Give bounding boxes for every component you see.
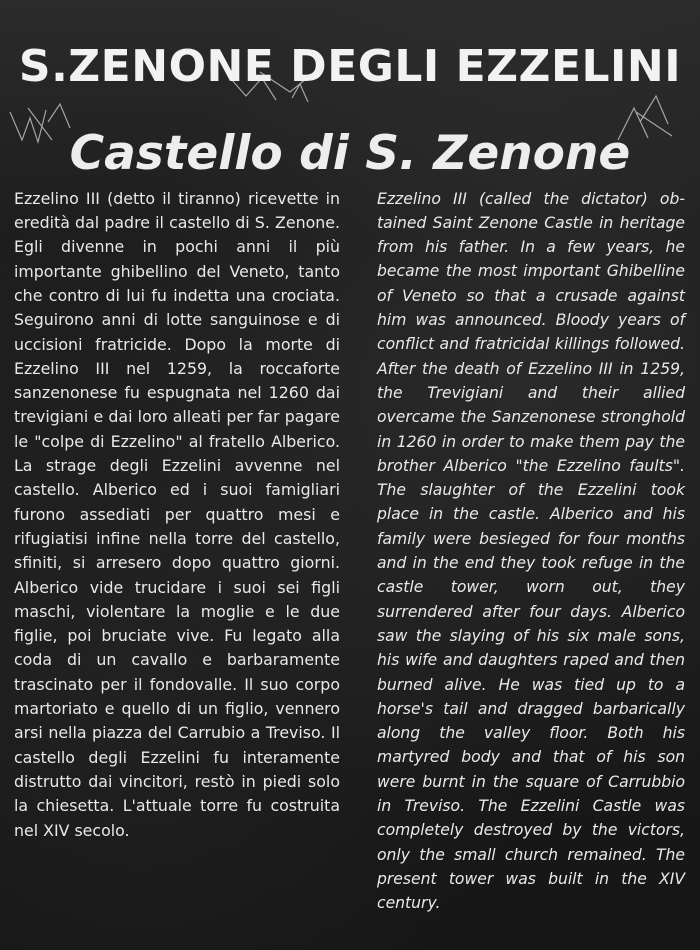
italian-text-column: Ezzelino III (detto il tiranno) ricevette in eredità dal padre il castello di S. Zenone. Egli divenne in pochi anni il più importante ghibellino del Veneto, tanto che contro di lui fu indetta una crociata. Seguirono anni di lotte sanguinose e di uccisioni fratricide. Dopo la morte di Ezzelino III nel 1259, la roccaforte sanzenonese fu espugnata nel 1260 dai trevigiani e dai loro alleati per far pagare le "colpe di Ezzelino" al fratello Alberico. La strage degli Ezzelini avvenne nel castello. Alberico ed i suoi famigliari furono assediati per quattro mesi e rifugiatisi infine nella torre del castello, sfiniti, si arresero dopo quattro giorni. Alberico vide trucidare i suoi sei figli maschi, violentare la moglie e le due figlie, poi bruciate vive. Fu legato alla coda di un cavallo e barbaramente trascinato per il fondovalle. Il suo corpo martoriato e quello di un figlio, vennero arsi nella piazza del Carrubio a Treviso. Il castello degli Ezzelini fu interamente distrutto dai vincitori, restò in piedi solo la chiesetta. L'attuale torre fu costruita nel XIV secolo.: [14, 188, 340, 840]
page-title: S.ZENONE DEGLI EZZELINI: [18, 41, 682, 93]
english-text-column: Ezzelino III (called the dictator) obtained Saint Zenone Castle in heritage from his father. In a few years, he became the most important Ghibelline of Veneto so that a crusade against him was announced. Bloody years of conflict and fratricidal killings followed. After the death of Ezzelino III in 1259, the Trevigiani and their allied overcame the Sanzenonese stronghold in 1260 in order to make them pay the brother Alberico "the Ezzelino faults". The slaughter of the Ezzelini took place in the castle. Alberico and his family were besieged for four months and in the end they took refuge in the castle tower, worn out, they surrendered after four days. Alberico saw the slaying of his six male sons, his wife and daughters raped and then burned alive. He was tied up to a horse's tail and dragged barbarically along the valley floor. Both his martyred body and that of his son were burnt in the square of Carrubbio in Treviso. The Ezzelini Castle was completely destroyed by the victors, only the small church remained. The present tower was built in the XIV century.: [377, 189, 685, 913]
page-subtitle: Castello di S. Zenone: [69, 126, 631, 181]
